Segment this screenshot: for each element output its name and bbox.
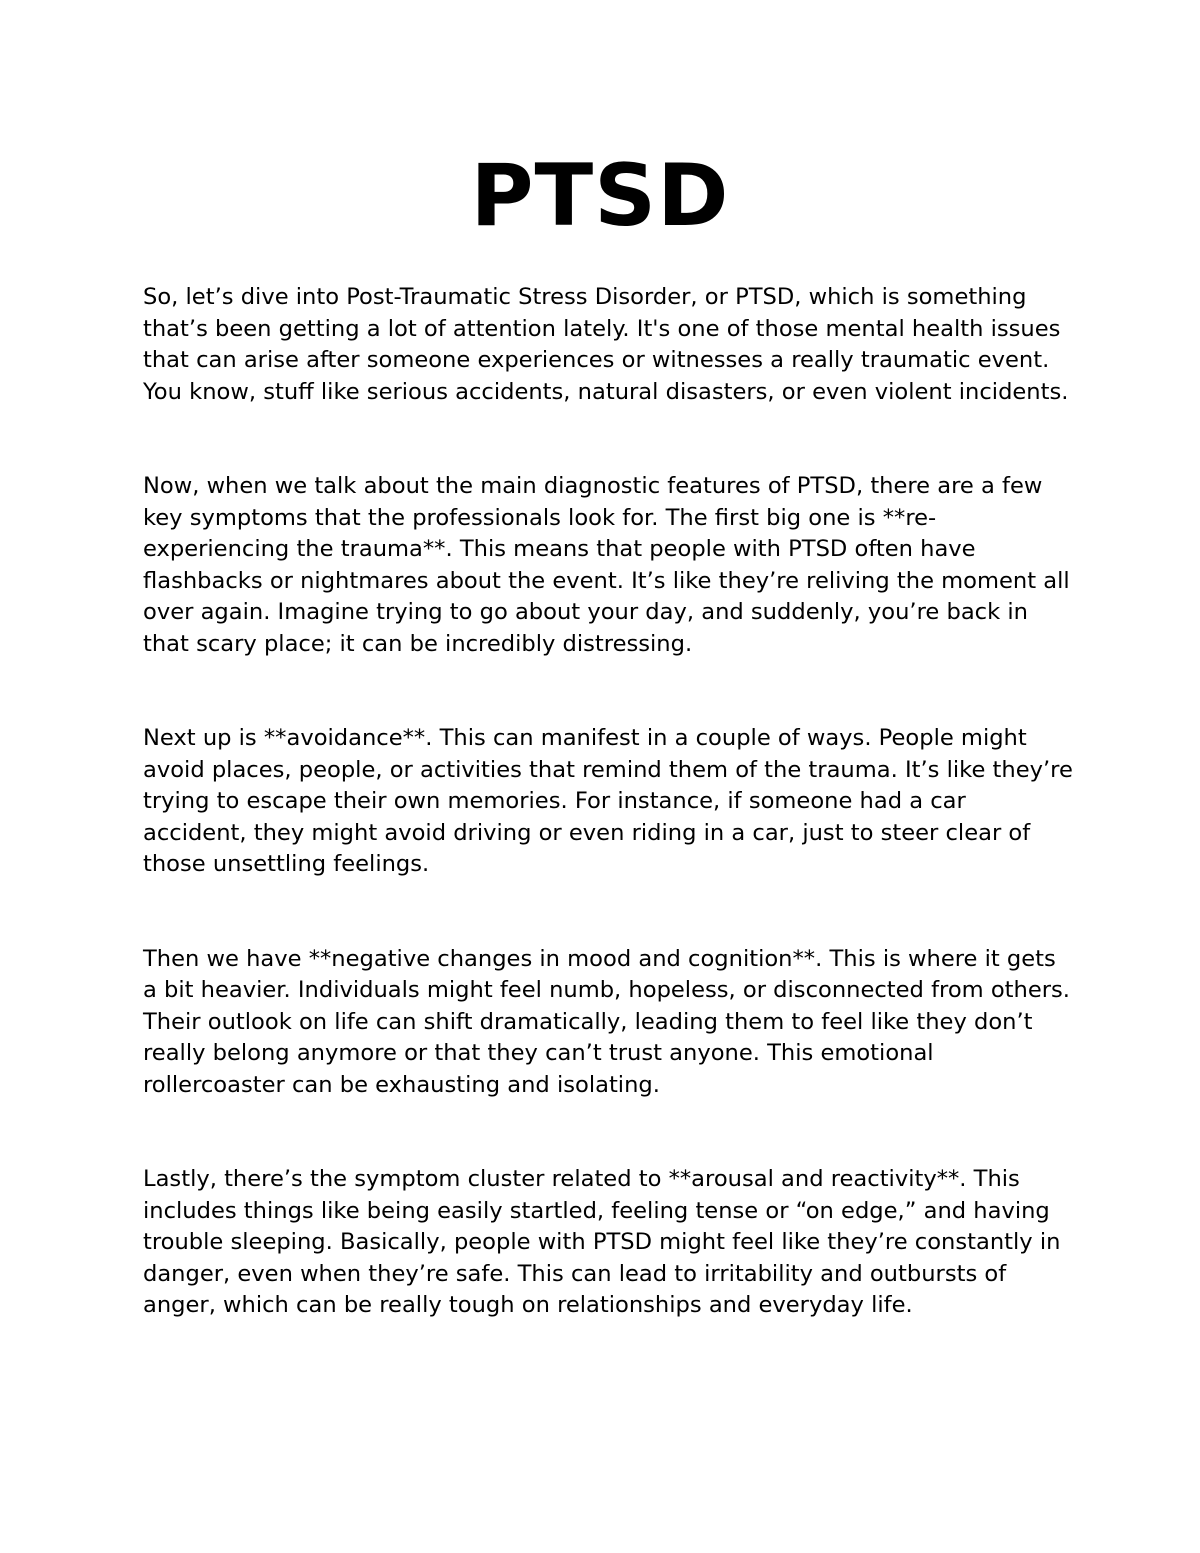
paragraph-re-experiencing: Now, when we talk about the main diagnostic features of PTSD, there are a few key symptoms that the professionals look for. The first big one is **re-experiencing the trauma**. This means that people with PTSD often have flashbacks or nightmares about the event. It’s like they’re reliving the moment all over again. Imagine trying to go about your day, and suddenly, you’re back in that scary place; it can be incredibly distressing. [143, 473, 1070, 657]
document-body [143, 282, 1073, 1322]
page-title: PTSD [470, 146, 730, 246]
paragraph-avoidance: Next up is **avoidance**. This can manifest in a couple of ways. People might avoid places, people, or activities that remind them of the trauma. It’s like they’re trying to escape their own memories. For instance, if someone had a car accident, they might avoid driving or even riding in a car, just to steer clear of those unsettling feelings. [143, 725, 1073, 877]
paragraph-mood-cognition: Then we have **negative changes in mood and cognition**. This is where it gets a bit heavier. Individuals might feel numb, hopeless, or disconnected from others. Their outlook on life can shift dramatically, leading them to feel like they don’t really belong anymore or that they can’t trust anyone. This emotional rollercoaster can be exhausting and isolating. [143, 945, 1070, 1098]
paragraph-intro: So, let’s dive into Post-Traumatic Stress Disorder, or PTSD, which is something that’s been getting a lot of attention lately. It's one of those mental health issues that can arise after someone experiences or witnesses a really traumatic event. You know, stuff like serious accidents, natural disasters, or even violent incidents. [143, 284, 1069, 405]
paragraph-arousal-reactivity: Lastly, there’s the symptom cluster related to **arousal and reactivity**. This includes things like being easily startled, feeling tense or “on edge,” and having trouble sleeping. Basically, people with PTSD might feel like they’re constantly in danger, even when they’re safe. This can lead to irritability and outbursts of anger, which can be really tough on relationships and everyday life. [143, 1166, 1061, 1318]
